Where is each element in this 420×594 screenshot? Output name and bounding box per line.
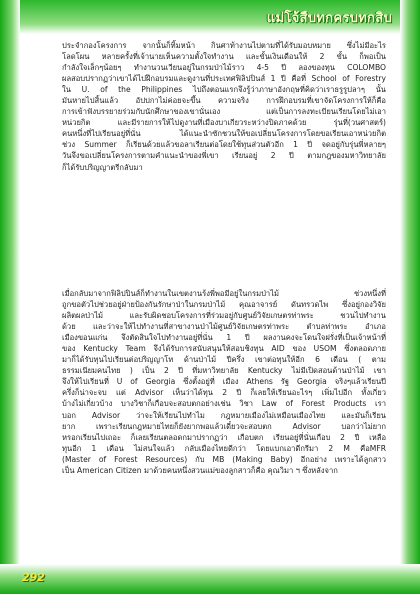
text-line: กำลังใจเล็กๆน้อยๆ ทำงานวนเวียนอยู่ในกรมป่าไม้ราว 4-5 ปี ลองของทุน COLOMBO xyxy=(62,63,386,73)
text-line: เมืองขอนแก่น จึงตัดสินใจไปทำงานอยู่ที่นั่น 1 ปี ผลงานคงจะโดนใจฝรั่งที่เป็นเจ้าหน้าที่ xyxy=(62,333,386,343)
text-line: จึงให้ไปเรียนที่ U of Georgia ซึ่งตั้งอยู่ที่ เมือง Athens รัฐ Georgia จริงๆแล้วเรียนปี xyxy=(62,377,386,387)
text-line: โลดโผน หลายครั้งที่เจ้านายเห็นความตั้งใจทำงาน และขั้นเงินเดือนให้ 2 ขั้น ก็พอเป็น xyxy=(62,52,386,62)
text-line: ผลิตผลป่าไม้ และรับผิดชอบโครงการที่ร่วมอยู่กับศูนย์วิจัยเกษตรท่าพระ ชวนไปทำงาน xyxy=(62,311,386,321)
text-line: ด้วย และว่าจะให้ไปทำงานที่สาขางานป่าไม้ศูนย์วิจัยเกษตรท่าพระ ตำบลท่าพระ อำเภอ xyxy=(62,322,386,332)
text-line: ครึ่งก็น่าจะจบ แต่ Advisor เห็นว่าได้ทุน 2 ปี ก็เลยให้เรียนอะไรๆ เพิ่มไปอีก ทั้งเกี่ยว xyxy=(62,388,386,398)
paragraph-1 xyxy=(62,40,386,173)
text-line: หน่วยกิต และมีรายการให้ไปดูงานที่เมืองบาเกียวระหว่างปิดภาคด้วย รุ่นที่(วนศาสตร์) xyxy=(62,118,386,128)
text-line: วันจึงขอเปลี่ยนโครงการตามคำแนะนำของพี่เขา เรียนอยู่ 2 ปี ตามกฎของมหาวิทยาลัย xyxy=(62,151,386,161)
text-line: (Master of Forest Resources) กับ MB (Making Baby) อีกอย่าง เพราะได้ลูกสาว xyxy=(62,454,386,464)
page-number: 292 xyxy=(22,571,45,584)
text-line: ถูกขอตัวไปช่วยอยู่ฝ่ายป้องกันรักษาป่าในกรมป่าไม้ คุณอาจารย์ ดันทรวดไพ ซึ่งอยู่กองวิจัย xyxy=(62,300,386,310)
text-line: ธรรมเนียมคนไทย ) เป็น 2 ปี ที่มหาวิทยาลัย Kentucky ไม่มีเปิดสอนด้านป่าไม้ เขา xyxy=(62,366,386,376)
paragraph-2 xyxy=(62,288,386,476)
text-line: ก็ได้รับปริญญาตรีกลับมา xyxy=(62,162,143,172)
text-line: คนหนึ่งที่ไปเรียนอยู่ที่นั่น ได้แนะนำซักชวนให้ขอเปลี่ยนโครงการโดยขอเรียนเอาหน่วยกิต xyxy=(62,129,386,139)
text-line: หรอกเรียนไปเถอะ ก็เลยเรียนตลอดกมาปรากฏว่า เกือบตก เรียนอยู่ที่นั่นเกือบ 2 ปี เหลือ xyxy=(62,432,386,442)
text-line: เป็น American Citizen มาด้วยคนหนึ่งสวนแม่ของลูกสาวก็คือ คุณวิมา ฯ ซึ่งหลังจาก xyxy=(62,465,338,475)
text-line: ทุนอีก 1 เดือน ไม่สนใจแล้ว กลับเมืองไทยดีกว่า โดยแบกเอาดีกรีมา 2 M คือMFR xyxy=(62,443,386,453)
footer-band xyxy=(0,564,420,594)
left-border xyxy=(0,0,20,594)
text-line: ยาก เพราะเรียนกฎหมายไทยก็ยังยากพอแล้วเดี๋ยวจะสอบตก Advisor บอกว่าไม่ยาก xyxy=(62,421,386,431)
right-border xyxy=(400,0,420,594)
page-header-title: แม่โจ้สืบทกครบทกสิบ xyxy=(266,11,392,26)
text-line: ใน U. of the Philippines ไปถึงตอนแรกจึงรู้ว่าภาษาอังกฤษที่คิดว่าเราธรูรูปลาๆ นั้น xyxy=(62,85,386,95)
text-line: ประจำกองโครงการ จากนั้นก็ทิ้มหน้า กินศาท้างานไปตามที่ได้รับมอบหมาย ซึ่งไม่มีอะไร xyxy=(62,41,386,50)
text-line: บ้างไม่เกี่ยวบ้าง บางวิชาก็เกือบจะสอบตกอย่างเช่น วิชา Law of Forest Products เรา xyxy=(62,399,386,409)
text-line: บอก Advisor ว่าจะให้เรียนไปทำไม กฎหมายเมืองไม่เหมือนเมืองไทย และมันก็เรียน xyxy=(62,410,386,420)
text-line: ของ Kentucky Team จึงได้รับการสนับสนุนให้สอบชิงทุน AID ของ USOM ซึ่งตลอดภาย xyxy=(62,344,386,354)
text-line: ช่วง Summer ก็เรียนด้วยแล้วขอลาเรียนต่อโดยใช้ทุนส่วนตัวอีก 1 ปี จดอยู่กับรุ่นพี่หลายๆ xyxy=(62,140,386,150)
text-line: การเข้าฟังบรรยายร่วมกับนักศึกษาของเขานั่นเอง แต่เป็นการลงทะเบียนเรียนโดยไม่เอา xyxy=(62,107,386,117)
text-line: เมื่อกลับมาจากฟิลิปปินส์ก็ทำงานในเขตงานร้งพี่พอมีอยู่ในกรมป่าไม้ ช่วงหนึ่งที่ xyxy=(62,289,386,298)
text-line: มันหายไปสิ้นแล้ว อัปปกาไม่ค่อยจะขึ้น ความจริง การฝึกอบรมที่เขาจัดโครงการให้ก็คือ xyxy=(62,96,386,106)
text-line: ผลสอบปรากฏว่าเขาได้ไปฝึกอบรมและดูงานที่ประเทศฟิลิปปินส์ 1 ปี คือที่ School of Forestry xyxy=(62,74,386,84)
text-line: มาก็ได้รับทุนไปเรียนต่อปริญญาโท ด้านป่าไม้ ปีครึ่ง เขาต่อทุนให้อีก 6 เดือน ( ตาม xyxy=(62,355,386,365)
